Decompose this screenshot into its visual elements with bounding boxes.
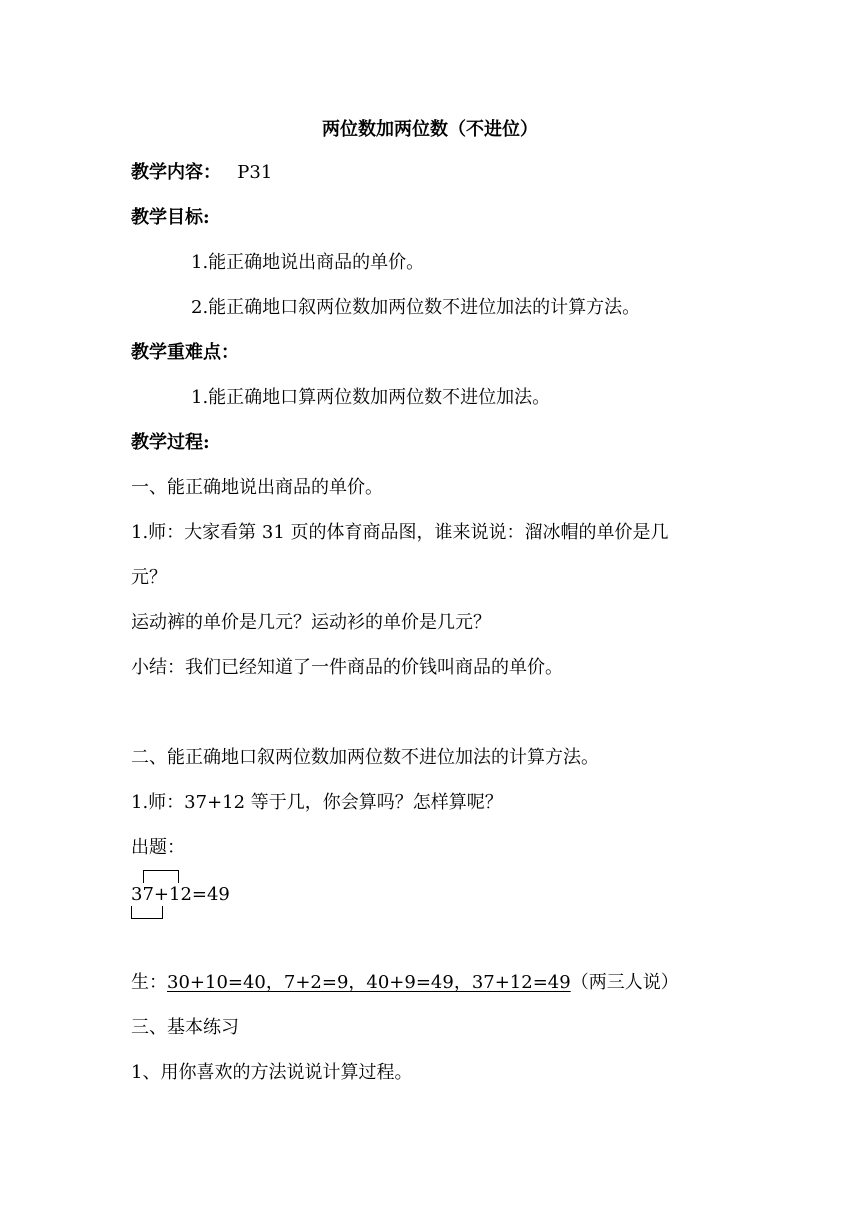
section2-line2: 出题： (131, 837, 185, 858)
section1-line1: 1.师：大家看第 31 页的体育商品图，谁来说说：溜冰帽的单价是几 (131, 522, 669, 543)
student-prefix: 生： (131, 972, 167, 993)
section3-line1: 1、用你喜欢的方法说说计算过程。 (131, 1062, 413, 1083)
document-title: 两位数加两位数（不进位） (322, 119, 538, 140)
teaching-content-row (131, 161, 272, 185)
section2-heading: 二、能正确地口叙两位数加两位数不进位加法的计算方法。 (131, 747, 599, 768)
teaching-process-label: 教学过程: (131, 432, 210, 453)
goal-item-1: 1.能正确地说出商品的单价。 (191, 252, 425, 273)
ones-bracket (131, 906, 163, 919)
section1-heading: 一、能正确地说出商品的单价。 (131, 477, 383, 498)
section1-line2: 元？ (131, 567, 167, 588)
section1-summary: 小结：我们已经知道了一件商品的价钱叫商品的单价。 (131, 657, 563, 678)
student-answer-row (131, 971, 679, 995)
teaching-content-value: P31 (237, 162, 273, 183)
section3-heading: 三、基本练习 (131, 1017, 239, 1038)
key-points-label: 教学重难点： (131, 342, 239, 363)
section1-line3: 运动裤的单价是几元？运动衫的单价是几元？ (131, 612, 491, 633)
tens-bracket (143, 870, 179, 883)
teaching-content-label: 教学内容： (131, 162, 221, 183)
goal-item-2: 2.能正确地口叙两位数加两位数不进位加法的计算方法。 (191, 297, 641, 318)
teaching-goals-label: 教学目标: (131, 207, 210, 228)
key-point-item-1: 1.能正确地口算两位数加两位数不进位加法。 (191, 387, 551, 408)
section2-line1: 1.师：37+12 等于几，你会算吗？怎样算呢？ (131, 792, 503, 813)
equation: 37+12=49 (131, 884, 230, 905)
student-answer: 30+10=40，7+2=9，40+9=49，37+12=49 (167, 972, 571, 993)
student-suffix: （两三人说） (570, 972, 679, 993)
